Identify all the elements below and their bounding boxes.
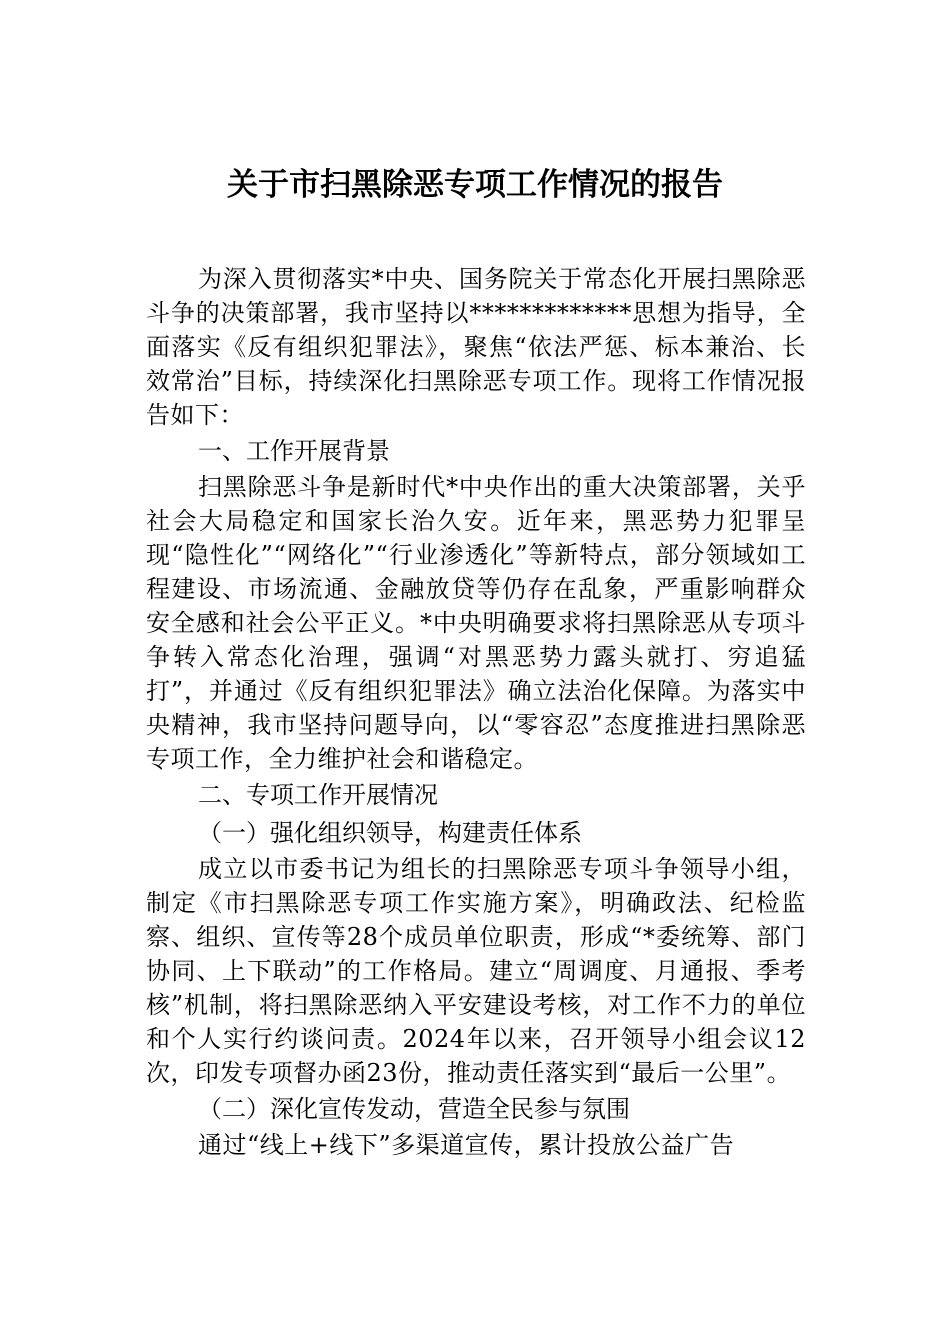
document-title: 关于市扫黑除恶专项工作情况的报告 — [227, 167, 723, 203]
document-body — [146, 262, 806, 1162]
leadership-paragraph: 成立以市委书记为组长的扫黑除恶专项斗争领导小组，制定《市扫黑除恶专项工作实施方案》，明确政法、纪检监察、组织、宣传等28个成员单位职责，形成“*委统筹、部门协同、上下联动”的工作格局。建立“周调度、月通报、季考核”机制，将扫黑除恶纳入平安建设考核，对工作不力的单位和个人实行约谈问责。2024年以来，召开领导小组会议12次，印发专项督办函23份，推动责任落实到“最后一公里”。 — [146, 855, 806, 1087]
subsection-heading-leadership: （一）强化组织领导，构建责任体系 — [198, 819, 582, 847]
background-paragraph: 扫黑除恶斗争是新时代*中央作出的重大决策部署，关乎社会大局稳定和国家长治久安。近年来，黑恶势力犯罪呈现“隐性化”“网络化”“行业渗透化”等新特点，部分领域如工程建设、市场流通、金融放贷等仍存在乱象，严重影响群众安全感和社会公平正义。*中央明确要求将扫黑除恶从专项斗争转入常态化治理，强调“对黑恶势力露头就打、穷追猛打”，并通过《反有组织犯罪法》确立法治化保障。为落实中央精神，我市坚持问题导向，以“零容忍”态度推进扫黑除恶专项工作，全力维护社会和谐稳定。 — [146, 473, 806, 773]
intro-paragraph: 为深入贯彻落实*中央、国务院关于常态化开展扫黑除恶斗争的决策部署，我市坚持以*************思想为指导，全面落实《反有组织犯罪法》，聚焦“依法严惩、标本兼治、长效常治”目标，持续深化扫黑除恶专项工作。现将工作情况报告如下： — [146, 265, 806, 429]
section-heading-background: 一、工作开展背景 — [198, 437, 390, 465]
subsection-heading-publicity: （二）深化宣传发动，营造全民参与氛围 — [198, 1095, 630, 1123]
section-heading-work: 二、专项工作开展情况 — [198, 781, 438, 809]
publicity-paragraph: 通过“线上+线下”多渠道宣传，累计投放公益广告 — [198, 1131, 735, 1159]
